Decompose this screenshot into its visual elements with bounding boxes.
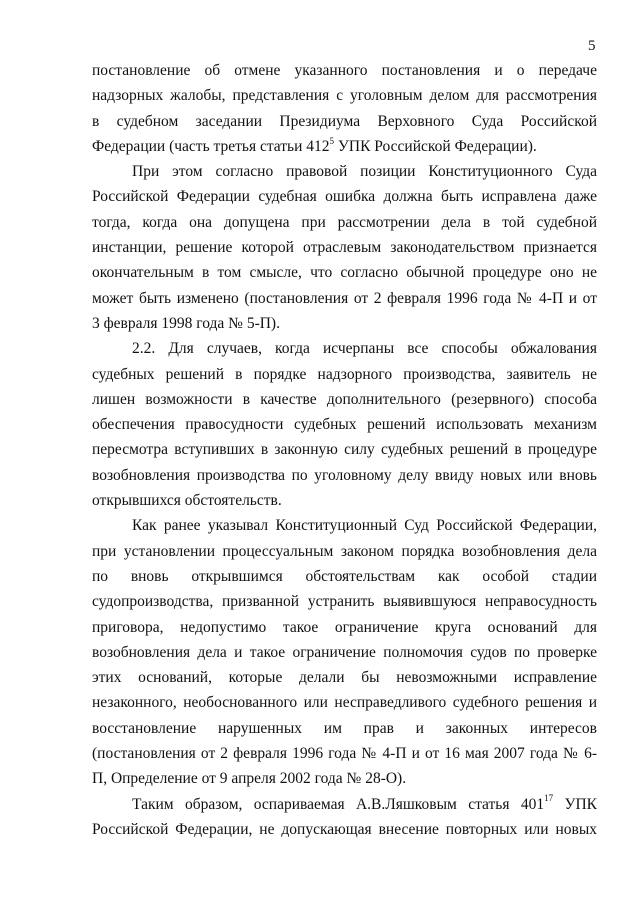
text-line: открывшихся обстоятельств. bbox=[92, 492, 282, 510]
text-line: инстанции, решение которой отраслевым законодательством признается bbox=[92, 239, 597, 257]
text-line: восстановление нарушенных им прав и законных интересов bbox=[92, 719, 597, 737]
text-line: этих оснований, которые делали бы невозможными исправление bbox=[92, 669, 597, 687]
text-line: судопроизводства, призванной устранить выявившуюся неправосудность bbox=[92, 593, 597, 611]
text-line: надзорных жалобы, представления с уголовным делом для рассмотрения bbox=[92, 87, 597, 105]
text-line: по вновь открывшимся обстоятельствам как особой стадии bbox=[92, 567, 597, 585]
line-text: Федерации (часть третья статьи 412 bbox=[92, 137, 330, 155]
text-line: возобновления дела и такое ограничение полномочия судов по проверке bbox=[92, 643, 597, 661]
text-line: судебных решений в порядке надзорного производства, заявитель не bbox=[92, 365, 597, 383]
text-line: тогда, когда она допущена при рассмотрении дела в той судебной bbox=[92, 213, 597, 231]
text-line: П, Определение от 9 апреля 2002 года № 28-О). bbox=[92, 770, 407, 788]
text-line: окончательным в том смысле, что согласно обычной процедуре оно не bbox=[92, 264, 597, 282]
text-line: пересмотра вступивших в законную силу судебных решений в процедуре bbox=[92, 441, 597, 459]
text-line: лишен возможности в качестве дополнительного (резервного) способа bbox=[92, 390, 597, 408]
line-text: УПК bbox=[553, 795, 597, 813]
text-line: может быть изменено (постановления от 2 февраля 1996 года № 4-П и от bbox=[92, 289, 597, 307]
text-line bbox=[92, 792, 597, 817]
page-number: 5 bbox=[588, 38, 596, 54]
text-line: постановление об отмене указанного постановления и о передаче bbox=[92, 62, 597, 79]
text-line: обеспечения правосудности судебных решений использовать механизм bbox=[92, 416, 597, 434]
text-line: незаконного, необоснованного или несправедливого судебного решения и bbox=[92, 694, 597, 712]
document-body bbox=[92, 58, 597, 842]
text-line: в судебном заседании Президиума Верховного Суда Российской bbox=[92, 112, 597, 130]
line-text: УПК Российской Федерации). bbox=[334, 137, 537, 155]
text-line: приговора, недопустимо такое ограничение круга оснований для bbox=[92, 618, 597, 636]
superscript: 17 bbox=[544, 793, 554, 804]
text-line: Российской Федерации, не допускающая внесение повторных или новых bbox=[92, 820, 597, 838]
line-text: Таким образом, оспариваемая А.В.Ляшковым статья 401 bbox=[132, 795, 545, 813]
text-line: Российской Федерации судебная ошибка должна быть исправлена даже bbox=[92, 188, 597, 206]
text-line bbox=[92, 134, 597, 159]
text-line: Как ранее указывал Конституционный Суд Российской Федерации, bbox=[132, 517, 597, 535]
superscript: 5 bbox=[329, 135, 335, 146]
text-line: 2.2. Для случаев, когда исчерпаны все способы обжалования bbox=[132, 340, 597, 358]
text-line: При этом согласно правовой позиции Конституционного Суда bbox=[132, 163, 597, 181]
text-line: при установлении процессуальным законом порядка возобновления дела bbox=[92, 542, 597, 560]
text-line: возобновления производства по уголовному делу ввиду новых или вновь bbox=[92, 466, 597, 484]
text-line: 3 февраля 1998 года № 5-П). bbox=[92, 314, 280, 332]
text-line: (постановления от 2 февраля 1996 года № 4-П и от 16 мая 2007 года № 6- bbox=[92, 745, 597, 763]
